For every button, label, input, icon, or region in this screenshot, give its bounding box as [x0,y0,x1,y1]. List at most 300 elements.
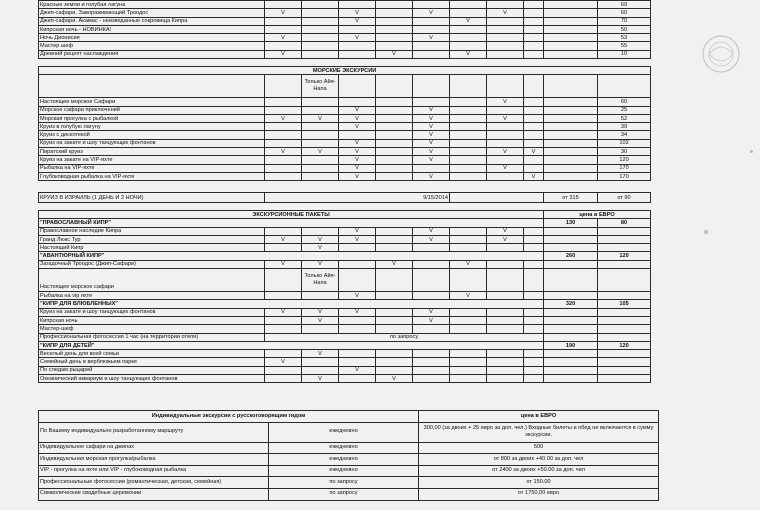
availability-mark [302,106,339,114]
availability-mark: V [413,9,450,17]
availability-mark [376,25,413,33]
individual-name: Индивидуальная морская прогулка/рыбалка [39,454,269,466]
price-adult: 30 [598,148,651,156]
spacer-cell [544,269,598,292]
availability-mark: V [413,172,450,180]
availability-mark [487,131,524,139]
price-adult: 10 [598,50,651,58]
availability-mark: V [339,114,376,122]
price-adult: 25 [598,106,651,114]
table-row [39,131,651,139]
table-row [39,123,651,131]
availability-mark [450,366,487,374]
availability-mark [376,172,413,180]
availability-mark [339,325,376,333]
availability-mark [450,244,487,252]
price-blank [598,366,651,374]
availability-mark [450,164,487,172]
availability-mark: V [450,50,487,58]
table-row [39,333,651,341]
availability-mark [376,269,413,292]
availability-mark [524,17,544,25]
availability-mark [376,131,413,139]
availability-mark: V [487,148,524,156]
individual-price: от 1750,00 евро [419,488,659,500]
availability-mark: V [376,260,413,268]
availability-mark: V [413,156,450,164]
price-blank [598,292,651,300]
availability-mark [302,9,339,17]
table-row [39,34,651,42]
price-adult: 69 [598,1,651,9]
availability-mark [524,235,544,243]
availability-mark [302,98,339,106]
excursion-name: Рыбалка на VIP-яхте [39,164,265,172]
availability-mark [524,366,544,374]
table-row [39,25,651,33]
excursion-name: Гранд Люкс Тур [39,235,265,243]
availability-mark [339,25,376,33]
price-blank [598,227,651,235]
individual-price: от 2400 за двоих +50.00 за доп. чел [419,465,659,477]
availability-mark: V [413,235,450,243]
availability-mark [524,358,544,366]
package-title-row [39,341,651,349]
price-adult: 60 [598,98,651,106]
packages-price-header: цена в ЕВРО [544,211,651,219]
package-title-row [39,219,651,227]
availability-mark [450,131,487,139]
spacer-cell [544,325,598,333]
price-blank [598,244,651,252]
availability-mark [487,123,524,131]
availability-mark [302,164,339,172]
packages-table [38,210,651,383]
availability-mark [413,50,450,58]
spacer-cell [544,123,598,131]
spacer-cell [544,25,598,33]
table-row [39,50,651,58]
availability-mark [524,316,544,324]
availability-mark: V [339,172,376,180]
price-adult: 60 [598,9,651,17]
availability-mark [450,375,487,383]
availability-mark: V [413,34,450,42]
availability-mark [524,42,544,50]
availability-mark [339,244,376,252]
table-row [39,106,651,114]
availability-mark [487,308,524,316]
availability-mark [487,1,524,9]
package-title-row [39,252,651,260]
availability-mark: V [339,106,376,114]
table-row [39,244,651,252]
excursion-name: Рыбалка на vip яхте [39,292,265,300]
spacer-cell [544,114,598,122]
availability-mark [302,131,339,139]
availability-mark: V [339,17,376,25]
spacer-cell [544,148,598,156]
price-blank [598,358,651,366]
spacer-cell [544,316,598,324]
table-row [39,442,659,454]
availability-mark: V [487,235,524,243]
package-title: "ПРАВОСЛАВНЫЙ КИПР" [39,219,544,227]
excursion-name: Круиз на закате на VIP-яхте [39,156,265,164]
excursion-name: Джип-сафари. Завораживающий Троодос [39,9,265,17]
price-adult: 120 [598,156,651,164]
availability-mark: V [302,350,339,358]
price-adult: 170 [598,164,651,172]
availability-mark [265,244,302,252]
spacer-cell [544,235,598,243]
spacer-cell [544,172,598,180]
spacer-cell [487,75,524,98]
excursion-name: Семейный день в верблюжьем парке [39,358,265,366]
spacer-cell [544,98,598,106]
individual-name: Профессиональные фотосессии (романтическая, детская, семейная) [39,477,269,489]
spacer-cell [544,9,598,17]
availability-mark: V [302,316,339,324]
availability-mark [450,1,487,9]
spacer-cell [544,34,598,42]
availability-mark [376,114,413,122]
availability-mark: V [302,235,339,243]
availability-mark [487,316,524,324]
individual-price: от 150.00 [419,477,659,489]
availability-mark [339,50,376,58]
availability-mark: V [524,148,544,156]
availability-mark [524,244,544,252]
availability-mark [265,131,302,139]
availability-mark [265,325,302,333]
availability-mark [487,244,524,252]
package-price-child: 80 [598,219,651,227]
ayia-napa-note: Только Айя-Напа [302,269,339,292]
excursion-name: Круиз на закате и шоу танцующих фонтанов [39,139,265,147]
availability-mark [524,131,544,139]
availability-mark: V [413,148,450,156]
spacer-cell [544,292,598,300]
availability-mark [413,358,450,366]
availability-mark [524,156,544,164]
spacer-cell [544,139,598,147]
package-price-child: 120 [598,252,651,260]
availability-mark: V [265,235,302,243]
availability-mark [413,244,450,252]
availability-mark [302,139,339,147]
spacer-cell [544,260,598,268]
availability-mark [339,260,376,268]
excursion-name: Кипрская ночь - НОВИНКА! [39,25,265,33]
availability-mark [487,106,524,114]
table-row [39,260,651,268]
excursion-name: Пиратский круиз [39,148,265,156]
availability-mark [487,375,524,383]
availability-mark [376,34,413,42]
availability-mark [450,106,487,114]
table-row [39,308,651,316]
price-blank [598,260,651,268]
spacer-cell [598,75,651,98]
availability-mark [450,42,487,50]
availability-mark [487,366,524,374]
availability-mark [524,34,544,42]
availability-mark [376,123,413,131]
availability-mark [265,172,302,180]
availability-mark [339,269,376,292]
availability-mark [524,1,544,9]
availability-mark [450,123,487,131]
price-adult: 50 [598,25,651,33]
sea-excursions-table [38,66,651,181]
table-row [39,358,651,366]
price-blank [598,325,651,333]
excursion-name: Морское сафари приключений [39,106,265,114]
availability-mark [413,260,450,268]
individual-frequency: ежедневно [269,422,419,442]
availability-mark [524,375,544,383]
availability-mark: V [302,308,339,316]
availability-mark [524,308,544,316]
availability-mark [376,227,413,235]
availability-mark: V [413,316,450,324]
availability-mark [450,235,487,243]
package-price-adult: 260 [544,252,598,260]
package-price-adult: 320 [544,300,598,308]
availability-mark [339,131,376,139]
availability-mark: V [413,114,450,122]
price-blank [598,333,651,341]
availability-mark [524,123,544,131]
availability-mark [524,9,544,17]
availability-mark [524,25,544,33]
sea-header-row [39,67,651,75]
excursion-name: Кипрская ночь [39,316,265,324]
availability-mark: V [339,366,376,374]
availability-mark [413,350,450,358]
availability-mark [265,42,302,50]
availability-mark [376,316,413,324]
table-row [39,9,651,17]
availability-mark [265,227,302,235]
package-title: "КИПР ДЛЯ ДЕТЕЙ" [39,341,544,349]
table-row [39,316,651,324]
availability-mark [265,350,302,358]
excursion-name: Океанический аквариум и шоу танцующих фонтанов [39,375,265,383]
spacer-cell [544,350,598,358]
availability-mark: V [339,227,376,235]
availability-mark [487,172,524,180]
excursion-name: Настоящий Кипр [39,244,265,252]
availability-mark [524,164,544,172]
cruise-blank [450,193,544,203]
availability-mark: V [413,131,450,139]
individual-name: По Вашему индивидуально разработанному маршруту [39,422,269,442]
spacer-cell [544,1,598,9]
availability-mark: V [339,34,376,42]
availability-mark [265,366,302,374]
availability-mark [302,25,339,33]
spacer-cell [544,375,598,383]
availability-mark [413,98,450,106]
table-row [39,114,651,122]
price-blank [598,235,651,243]
price-adult: 34 [598,131,651,139]
availability-mark [413,42,450,50]
availability-mark [302,172,339,180]
availability-mark: V [413,139,450,147]
land-excursions-table [38,0,651,59]
spacer-cell [544,244,598,252]
excursion-name: Мастер-шеф [39,325,265,333]
package-price-child: 120 [598,341,651,349]
availability-mark [339,1,376,9]
price-blank [598,269,651,292]
spacer-cell [544,50,598,58]
excursion-name: Ночь Дионисия [39,34,265,42]
individual-name: Индивидуальное сафари на джипах [39,442,269,454]
availability-mark [265,25,302,33]
table-row [39,465,659,477]
availability-mark [339,42,376,50]
availability-mark [487,269,524,292]
individual-frequency: ежедневно [269,465,419,477]
availability-mark: V [302,114,339,122]
packages-title: ЭКСКУРСИОННЫЕ ПАКЕТЫ [39,211,544,219]
availability-mark [265,139,302,147]
excursion-name: Круиз с дискотекой [39,131,265,139]
individual-price: 300,00 (за двоих + 25 евро за доп. чел.) Входные билеты и обед не включаются в сумму экскурсии. [419,422,659,442]
package-title: "АВАНТЮРНЫЙ КИПР" [39,252,544,260]
availability-mark [302,17,339,25]
spacer-cell [544,42,598,50]
availability-mark [376,42,413,50]
availability-mark [413,164,450,172]
availability-mark [450,148,487,156]
availability-mark [450,269,487,292]
availability-mark [487,292,524,300]
availability-mark [413,25,450,33]
availability-mark: V [339,9,376,17]
availability-mark [487,25,524,33]
availability-mark [265,1,302,9]
availability-mark [339,350,376,358]
availability-mark: V [413,308,450,316]
spacer-cell [450,75,487,98]
excursion-name: Круиз на закате и шоу танцующих фонтанов [39,308,265,316]
availability-mark [450,34,487,42]
price-adult: 70 [598,17,651,25]
availability-mark: V [487,9,524,17]
price-adult: 102 [598,139,651,147]
availability-mark [302,366,339,374]
price-blank [598,350,651,358]
availability-mark [450,9,487,17]
availability-mark [450,316,487,324]
excursion-name: Мастер шеф [39,42,265,50]
spacer-cell [544,308,598,316]
excursion-name: Джип-сафари. Акамас - неизведанные сокровища Кипра [39,17,265,25]
availability-mark [302,42,339,50]
availability-mark [450,358,487,366]
availability-mark [524,269,544,292]
availability-mark [302,325,339,333]
availability-mark [413,325,450,333]
availability-mark: V [302,148,339,156]
spacer-cell [413,75,450,98]
individual-name: VIP - прогулка на яхте или VIP - глубоководная рыбалка [39,465,269,477]
excursion-name: Красные земли и голубая лагуна [39,1,265,9]
price-adult: 39 [598,123,651,131]
availability-mark [524,114,544,122]
availability-mark [302,123,339,131]
availability-mark: V [376,375,413,383]
availability-mark [524,98,544,106]
table-row [39,1,651,9]
table-row [39,269,651,292]
availability-mark: V [487,164,524,172]
availability-mark [265,123,302,131]
availability-mark [450,325,487,333]
availability-mark [376,325,413,333]
individual-name: Символические свадебные церемонии [39,488,269,500]
availability-mark [413,269,450,292]
availability-mark: V [413,106,450,114]
availability-mark: V [302,260,339,268]
individual-frequency: по запросу [269,488,419,500]
excursion-name: Настоящее морское Сафари [39,98,265,106]
spacer-cell [544,131,598,139]
availability-mark [302,50,339,58]
availability-mark [265,106,302,114]
availability-mark [413,1,450,9]
excursion-name: Веселый день для всей семьи [39,350,265,358]
table-row [39,292,651,300]
spacer-cell [544,164,598,172]
availability-mark [487,260,524,268]
table-row [39,172,651,180]
availability-mark [413,17,450,25]
availability-mark [450,139,487,147]
availability-mark: V [450,17,487,25]
availability-mark [265,292,302,300]
availability-mark: V [265,358,302,366]
availability-mark [487,325,524,333]
individual-frequency: по запросу [269,477,419,489]
table-row [39,325,651,333]
availability-mark [376,366,413,374]
cruise-row [39,193,651,203]
availability-mark [487,350,524,358]
excursion-name: Профессиональная фотосессия 1 час (на территории отеля) [39,333,265,341]
scan-spot [750,150,753,153]
availability-mark: V [265,114,302,122]
table-row [39,366,651,374]
availability-mark: V [487,114,524,122]
availability-mark [376,156,413,164]
availability-mark [413,375,450,383]
table-row [39,235,651,243]
price-blank [598,308,651,316]
availability-mark [302,34,339,42]
spacer-cell [544,75,598,98]
spacer-cell [39,75,265,98]
cruise-table [38,192,651,203]
availability-mark [450,98,487,106]
availability-mark [265,269,302,292]
availability-mark [376,308,413,316]
